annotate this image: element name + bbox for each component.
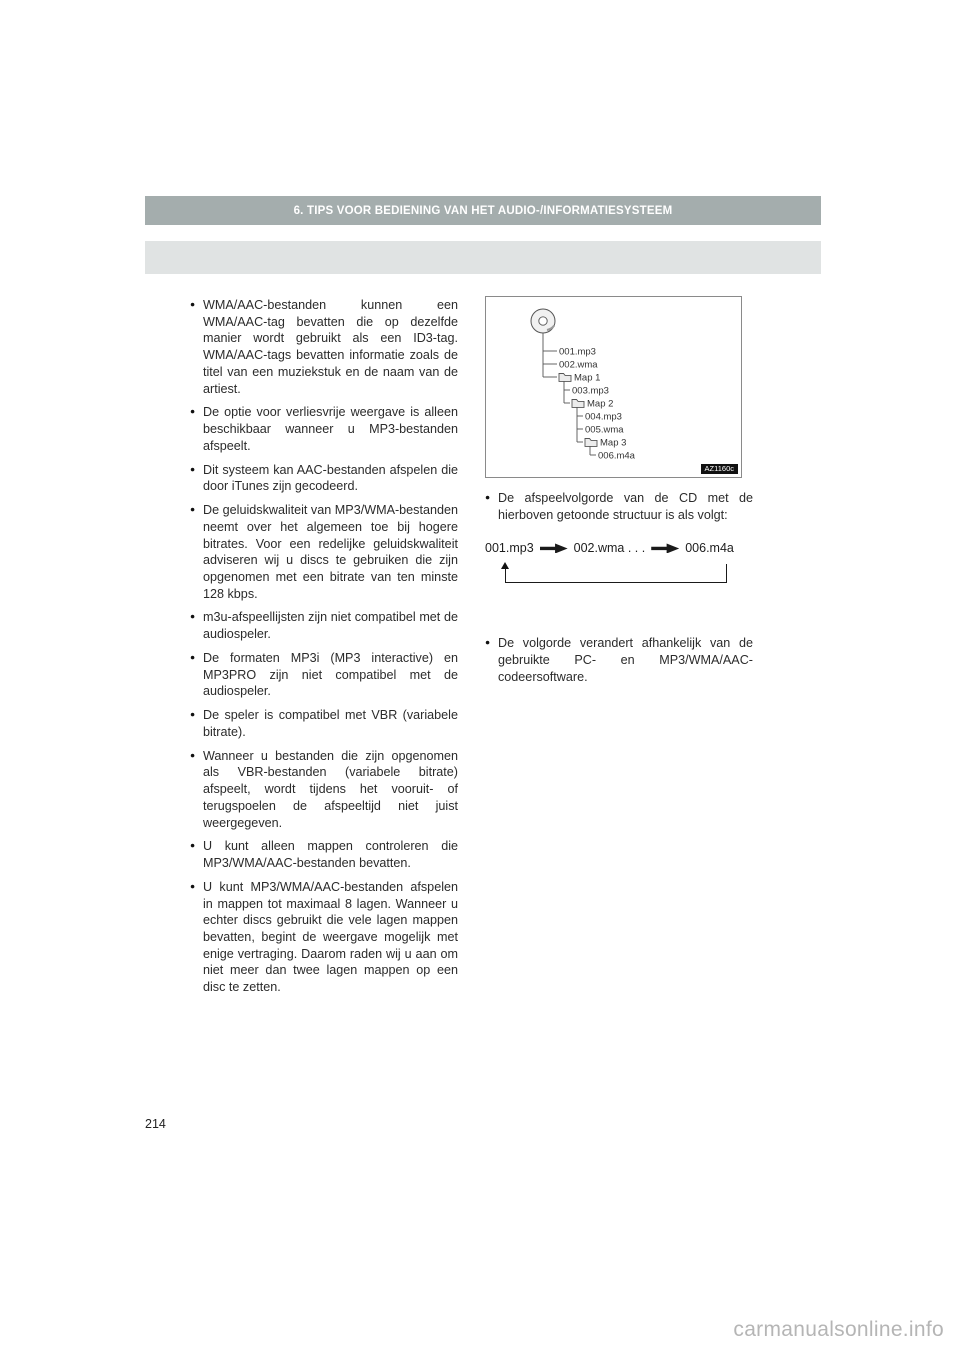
bullet-item: ● U kunt alleen mappen controleren die MP3/WMA/AAC-bestanden bevatten. <box>190 838 458 871</box>
tree-node-label: Map 2 <box>587 398 614 410</box>
tree-node-label: 002.wma <box>559 359 598 371</box>
flow-item-label: 002.wma . . . <box>573 541 646 556</box>
arrow-right-icon <box>540 543 568 553</box>
tree-node-label: 006.m4a <box>598 450 635 462</box>
playback-order-flow <box>485 541 753 587</box>
tree-node-label: 005.wma <box>585 424 624 436</box>
flow-row <box>485 541 753 555</box>
loop-arrowhead-icon <box>501 562 509 569</box>
bullet-item: ● WMA/AAC-bestanden kunnen een WMA/AAC-tag bevatten die op dezelfde manier wordt gebruikt als een ID3-tag. WMA/AAC-tags bevatten informatie zoals de titel van een muziekstuk en de naam van de artiest. <box>190 297 458 397</box>
bullet-item: ● De afspeelvolgorde van de CD met de hierboven getoonde structuur is als volgt: <box>485 490 753 523</box>
tree-node-label: 003.mp3 <box>572 385 609 397</box>
flow-item-label: 006.m4a <box>685 541 734 556</box>
tree-node-label: Map 1 <box>574 372 601 384</box>
bullet-item: ● Wanneer u bestanden die zijn opgenomen als VBR-bestanden (variabele bitrate) afspeelt, wordt tijdens het vooruit- of terugspoelen de afspeeltijd niet juist weergegeven. <box>190 748 458 832</box>
tree-node-label: 004.mp3 <box>585 411 622 423</box>
loop-back-arrow <box>505 564 727 583</box>
disc-icon <box>531 309 555 333</box>
page-number: 214 <box>145 1117 166 1131</box>
cd-structure-diagram <box>485 296 742 478</box>
codec-note-text <box>485 635 753 685</box>
bullet-item: ● De optie voor verliesvrije weergave is alleen beschikbaar wanneer u MP3-bestanden afspeelt. <box>190 404 458 454</box>
tree-node-label: Map 3 <box>600 437 627 449</box>
playback-order-text <box>485 490 753 523</box>
cd-file-tree <box>486 297 741 477</box>
figure-code: AZ1160c <box>701 464 738 475</box>
chapter-header-bar <box>145 196 821 225</box>
bullet-item: ● U kunt MP3/WMA/AAC-bestanden afspelen in mappen tot maximaal 8 lagen. Wanneer u echter discs gebruikt die vele lagen mappen bevatten, begint de weergave mogelijk met enige vertraging. Daarom raden wij u aan om niet meer dan twee lagen mappen op een disc te zetten. <box>190 879 458 996</box>
flow-item-label: 001.mp3 <box>485 541 534 556</box>
bullet-item: ● De geluidskwaliteit van MP3/WMA-bestanden neemt over het algemeen toe bij hogere bitrates. Voor een redelijke geluidskwaliteit adviseren wij u discs te gebruiken die zijn opgenomen met een bitrate van ten minste 128 kbps. <box>190 502 458 602</box>
folder-icon <box>585 439 597 447</box>
chapter-subheader-bar <box>145 241 821 274</box>
bullet-item: ● Dit systeem kan AAC-bestanden afspelen die door iTunes zijn gecodeerd. <box>190 462 458 495</box>
folder-icon <box>559 374 571 382</box>
bullet-item: ● De speler is compatibel met VBR (variabele bitrate). <box>190 707 458 740</box>
folder-icon <box>572 400 584 408</box>
bullet-item: ● De formaten MP3i (MP3 interactive) en MP3PRO zijn niet compatibel met de audiospeler. <box>190 650 458 700</box>
left-column <box>190 297 458 1003</box>
arrow-right-icon <box>651 543 679 553</box>
bullet-item: ● m3u-afspeellijsten zijn niet compatibel met de audiospeler. <box>190 609 458 642</box>
chapter-title: 6. TIPS VOOR BEDIENING VAN HET AUDIO-/INFORMATIESYSTEEM <box>293 204 673 217</box>
bullet-item: ● De volgorde verandert afhankelijk van de gebruikte PC- en MP3/WMA/AAC-codeersoftware. <box>485 635 753 685</box>
tree-node-label: 001.mp3 <box>559 346 596 358</box>
watermark: carmanualsonline.info <box>733 1318 944 1341</box>
right-column <box>485 296 753 693</box>
